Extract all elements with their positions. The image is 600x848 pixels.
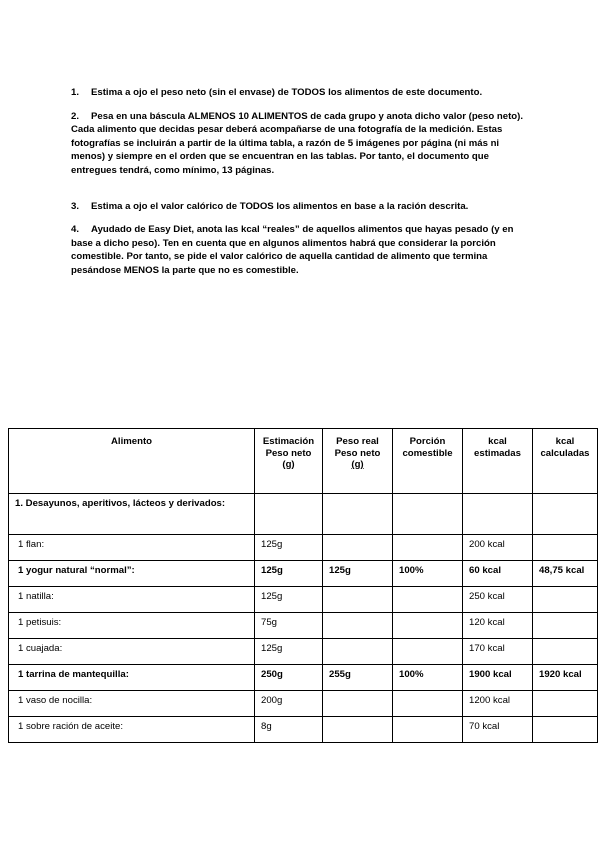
cell-portion [393, 691, 463, 717]
table-row [9, 717, 598, 743]
instruction-3 [71, 200, 523, 214]
cell-real: 125g [323, 561, 393, 587]
table-cell [255, 494, 323, 535]
section-title: 1. Desayunos, aperitivos, lácteos y derivados: [9, 494, 255, 535]
instruction-1 [71, 86, 523, 100]
instructions [71, 86, 523, 288]
cell-food: 1 tarrina de mantequilla: [9, 665, 255, 691]
cell-estimate: 75g [255, 613, 323, 639]
cell-portion: 100% [393, 561, 463, 587]
header-real-line3: (g) [351, 459, 364, 470]
header-food: Alimento [9, 429, 255, 494]
header-portion: Porción comestible [393, 429, 463, 494]
table-row [9, 561, 598, 587]
cell-kcal-calculated: 48,75 kcal [533, 561, 598, 587]
cell-kcal-estimated: 60 kcal [463, 561, 533, 587]
cell-real [323, 691, 393, 717]
cell-real [323, 639, 393, 665]
cell-kcal-calculated [533, 691, 598, 717]
instruction-text: Ayudado de Easy Diet, anota las kcal “reales” de aquellos alimentos que hayas pesado (y en base a dicho peso). Ten en cuenta que en algunos alimentos habrá que considerar la porción comestible. Por tanto, se pide el valor calórico de aquella cantidad de alimento que termina pesándose MENOS la parte que no es comestible. [71, 224, 514, 276]
instruction-text: Estima a ojo el peso neto (sin el envase) de TODOS los alimentos de este documento. [91, 87, 483, 98]
header-real-line1: Peso real [336, 436, 379, 447]
table-header-row [9, 429, 598, 494]
table-row [9, 535, 598, 561]
table-row [9, 665, 598, 691]
cell-food: 1 flan: [9, 535, 255, 561]
cell-portion: 100% [393, 665, 463, 691]
table-cell [463, 494, 533, 535]
cell-portion [393, 613, 463, 639]
table-cell [533, 494, 598, 535]
cell-kcal-estimated: 70 kcal [463, 717, 533, 743]
header-estimate: Estimación Peso neto (g) [255, 429, 323, 494]
cell-portion [393, 717, 463, 743]
instruction-number: 3. [71, 200, 80, 212]
cell-portion [393, 639, 463, 665]
cell-real [323, 613, 393, 639]
section-row [9, 494, 598, 535]
cell-food: 1 yogur natural “normal”: [9, 561, 255, 587]
table-row [9, 691, 598, 717]
instruction-2 [71, 110, 523, 178]
cell-kcal-estimated: 120 kcal [463, 613, 533, 639]
cell-kcal-estimated: 250 kcal [463, 587, 533, 613]
cell-kcal-estimated: 1900 kcal [463, 665, 533, 691]
table-row [9, 613, 598, 639]
cell-kcal-estimated: 1200 kcal [463, 691, 533, 717]
cell-food: 1 natilla: [9, 587, 255, 613]
cell-estimate: 125g [255, 535, 323, 561]
cell-estimate: 250g [255, 665, 323, 691]
instruction-number: 4. [71, 224, 80, 236]
header-kcal-estimated: kcal estimadas [463, 429, 533, 494]
food-table [8, 428, 598, 743]
cell-food: 1 cuajada: [9, 639, 255, 665]
cell-estimate: 125g [255, 561, 323, 587]
instruction-4 [71, 223, 523, 277]
cell-real: 255g [323, 665, 393, 691]
instruction-text: Estima a ojo el valor calórico de TODOS los alimentos en base a la ración descrita. [91, 200, 469, 212]
cell-estimate: 200g [255, 691, 323, 717]
cell-kcal-calculated: 1920 kcal [533, 665, 598, 691]
cell-kcal-calculated [533, 613, 598, 639]
cell-kcal-calculated [533, 639, 598, 665]
header-kcal-calculated: kcal calculadas [533, 429, 598, 494]
instruction-number: 1. [71, 87, 80, 98]
table-cell [323, 494, 393, 535]
cell-kcal-calculated [533, 717, 598, 743]
instruction-text: Pesa en una báscula ALMENOS 10 ALIMENTOS de cada grupo y anota dicho valor (peso neto). Cada alimento que decidas pesar deberá acompañarse de una fotografía de la medición. Estas fotografías se incluirán a partir de la última tabla, a razón de 5 imágenes por página (ni más ni menos) y siempre en el orden que se encuentran en las tablas. Por tanto, el documento que entregues tendrá, como mínimo, 13 páginas. [71, 110, 523, 176]
instruction-number: 2. [71, 110, 80, 122]
cell-food: 1 petisuis: [9, 613, 255, 639]
cell-kcal-calculated [533, 535, 598, 561]
table-cell [393, 494, 463, 535]
cell-real [323, 535, 393, 561]
table-row [9, 587, 598, 613]
cell-estimate: 125g [255, 587, 323, 613]
table-row [9, 639, 598, 665]
header-real-weight [323, 429, 393, 494]
cell-food: 1 vaso de nocilla: [9, 691, 255, 717]
cell-kcal-estimated: 170 kcal [463, 639, 533, 665]
cell-real [323, 717, 393, 743]
cell-estimate: 125g [255, 639, 323, 665]
header-real-line2: Peso neto [334, 447, 381, 459]
cell-estimate: 8g [255, 717, 323, 743]
cell-portion [393, 587, 463, 613]
cell-real [323, 587, 393, 613]
cell-portion [393, 535, 463, 561]
cell-kcal-calculated [533, 587, 598, 613]
cell-kcal-estimated: 200 kcal [463, 535, 533, 561]
cell-food: 1 sobre ración de aceite: [9, 717, 255, 743]
